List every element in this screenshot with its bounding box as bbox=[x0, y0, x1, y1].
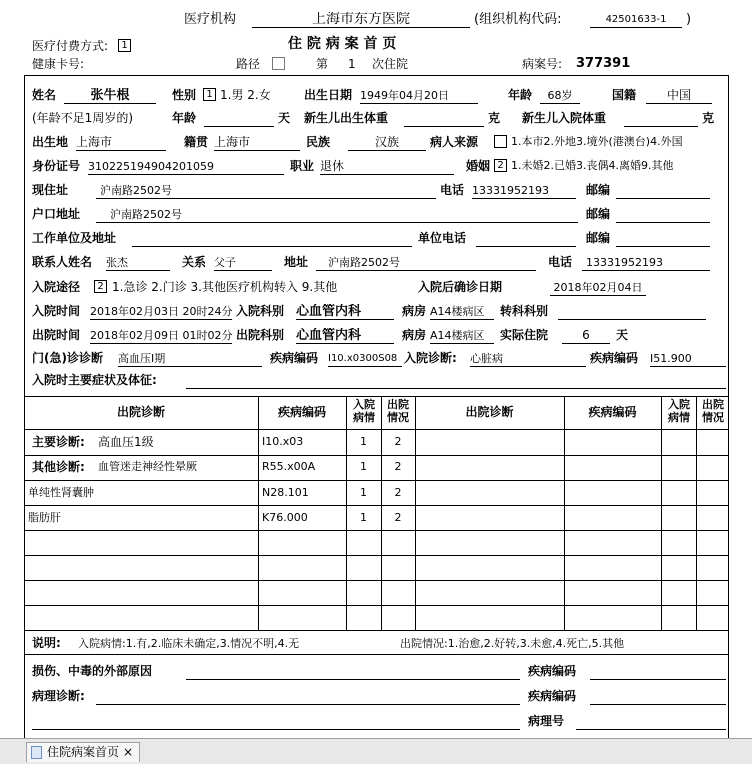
record-no-label: 病案号: bbox=[522, 57, 563, 71]
day-unit: 天 bbox=[278, 111, 291, 125]
outpatient-code-field[interactable]: I10.x0300S08 bbox=[328, 351, 402, 367]
in-cell: 1 bbox=[360, 486, 367, 499]
newborn-weight-field[interactable] bbox=[404, 111, 484, 127]
notes-out: 出院情况:1.治愈,2.好转,3.未愈,4.死亡,5.其他 bbox=[400, 637, 625, 650]
route-label: 入院途径 bbox=[32, 280, 81, 294]
address-label: 现住址 bbox=[32, 183, 69, 197]
zip3-field[interactable] bbox=[616, 231, 710, 247]
admit-dx-label: 入院诊断: bbox=[404, 351, 457, 365]
notes-line bbox=[24, 654, 729, 655]
injury-code-field[interactable] bbox=[590, 664, 726, 680]
row-line bbox=[24, 455, 729, 456]
marriage-box[interactable]: 2 bbox=[494, 159, 507, 172]
record-no: 377391 bbox=[576, 56, 631, 71]
frame-top bbox=[24, 75, 729, 76]
contact-addr-label: 地址 bbox=[284, 255, 309, 269]
discharge-time-field[interactable]: 2018年02月09日 01时02分 bbox=[90, 329, 232, 342]
ward2-label: 病房 bbox=[402, 328, 427, 342]
admit-dx-field[interactable]: 心脏病 bbox=[470, 351, 586, 367]
injury-field[interactable] bbox=[186, 664, 520, 680]
code-cell: R55.x00A bbox=[262, 460, 316, 473]
hukou-field[interactable]: 沪南路2502号 bbox=[96, 207, 578, 223]
name-field[interactable]: 张牛根 bbox=[64, 88, 156, 104]
ethnic-label: 民族 bbox=[306, 135, 331, 149]
tab-bar bbox=[0, 738, 752, 764]
route-box[interactable]: 2 bbox=[94, 280, 107, 293]
main-dx-prefix: 主要诊断: bbox=[32, 435, 85, 449]
patho-field-2[interactable] bbox=[32, 714, 520, 730]
org-code: 42501633-1 bbox=[590, 12, 682, 28]
symptom-label: 入院时主要症状及体征: bbox=[32, 373, 157, 387]
source-box[interactable] bbox=[494, 135, 507, 148]
admit-time-label: 入院时间 bbox=[32, 304, 81, 318]
col-line bbox=[415, 396, 416, 630]
col-header-in-2: 入院病情 bbox=[668, 398, 690, 424]
dx-cell: 血管迷走神经性晕厥 bbox=[98, 460, 197, 473]
job-label: 职业 bbox=[290, 159, 315, 173]
col-line bbox=[661, 396, 662, 630]
dx-code-label: 疾病编码 bbox=[270, 351, 319, 365]
health-card-label: 健康卡号: bbox=[32, 57, 85, 71]
admit-code-field[interactable]: I51.900 bbox=[650, 351, 726, 367]
symptom-field[interactable] bbox=[186, 373, 726, 389]
contact-phone-field[interactable]: 13331952193 bbox=[582, 255, 710, 271]
nation-field[interactable]: 中国 bbox=[646, 88, 712, 104]
ethnic-field[interactable]: 汉族 bbox=[348, 135, 426, 151]
gender-options: 1.男 2.女 bbox=[220, 88, 271, 102]
work-field[interactable] bbox=[132, 231, 412, 247]
out-cell: 2 bbox=[394, 460, 402, 473]
contact-phone-label: 电话 bbox=[548, 255, 573, 269]
close-paren: ) bbox=[686, 12, 692, 27]
code-cell: K76.000 bbox=[262, 511, 308, 524]
col-line bbox=[258, 396, 259, 630]
out-cell: 2 bbox=[394, 435, 402, 448]
gender-box[interactable]: 1 bbox=[203, 88, 216, 101]
name-label: 姓名 bbox=[32, 88, 57, 102]
zip2-label: 邮编 bbox=[586, 207, 611, 221]
injury-label: 损伤、中毒的外部原因 bbox=[32, 664, 153, 678]
ward2-field[interactable]: A14楼病区 bbox=[430, 328, 494, 344]
zip2-field[interactable] bbox=[616, 207, 710, 223]
transfer-field[interactable] bbox=[558, 304, 706, 320]
patho-label: 病理诊断: bbox=[32, 689, 85, 703]
row-line bbox=[24, 505, 729, 506]
other-dx-prefix: 其他诊断: bbox=[32, 460, 85, 474]
contact-label: 联系人姓名 bbox=[32, 255, 93, 269]
patho-no-label: 病理号 bbox=[528, 714, 565, 728]
document-icon bbox=[31, 746, 42, 759]
code-cell: I10.x03 bbox=[262, 435, 304, 448]
zip-field[interactable] bbox=[616, 183, 710, 199]
dx-code2-label: 疾病编码 bbox=[590, 351, 639, 365]
stay-field[interactable]: 6 bbox=[562, 328, 610, 344]
birth-field[interactable]: 1949年04月20日 bbox=[360, 88, 478, 104]
frame-right bbox=[728, 75, 729, 738]
table-header-line bbox=[24, 429, 729, 430]
row-line bbox=[24, 530, 729, 531]
admit-time-field[interactable]: 2018年02月03日 20时24分 bbox=[90, 305, 232, 318]
col-line bbox=[696, 396, 697, 630]
notes-in: 入院病情:1.有,2.临床未确定,3.情况不明,4.无 bbox=[78, 637, 300, 650]
code-label-2: 疾病编码 bbox=[528, 689, 577, 703]
gender-label: 性别 bbox=[172, 88, 197, 102]
nation-label: 国籍 bbox=[612, 88, 637, 102]
code-cell: N28.101 bbox=[262, 486, 309, 499]
birthplace-label: 出生地 bbox=[32, 135, 69, 149]
in-cell: 1 bbox=[360, 460, 367, 473]
tab-record-home[interactable] bbox=[26, 742, 140, 762]
marriage-label: 婚姻 bbox=[466, 159, 491, 173]
age-field[interactable]: 68岁 bbox=[540, 88, 580, 104]
col-header-dx: 出院诊断 bbox=[116, 405, 165, 419]
row-line bbox=[24, 605, 729, 606]
times-prefix: 第 bbox=[316, 57, 329, 71]
phone-field[interactable]: 13331952193 bbox=[472, 183, 576, 199]
contact-addr-field[interactable]: 沪南路2502号 bbox=[316, 255, 536, 271]
phone-label: 电话 bbox=[440, 183, 465, 197]
row-line bbox=[24, 555, 729, 556]
discharge-dept-field[interactable]: 心血管内科 bbox=[296, 328, 394, 344]
job-field[interactable]: 退休 bbox=[320, 159, 454, 175]
hukou-label: 户口地址 bbox=[32, 207, 81, 221]
zip-label: 邮编 bbox=[586, 183, 611, 197]
notes-label: 说明: bbox=[32, 636, 61, 650]
dx-cell: 脂肪肝 bbox=[28, 511, 61, 524]
id-field[interactable]: 310225194904201059 bbox=[88, 159, 284, 175]
infant-age-label: 年龄 bbox=[172, 111, 197, 125]
in-cell: 1 bbox=[360, 435, 367, 448]
times-value: 1 bbox=[348, 57, 356, 71]
col-header-dx-2: 出院诊断 bbox=[465, 405, 514, 419]
work-label: 工作单位及地址 bbox=[32, 231, 117, 245]
route-options: 1.急诊 2.门诊 3.其他医疗机构转入 9.其他 bbox=[112, 280, 338, 294]
newborn-weight-label: 新生儿出生体重 bbox=[304, 111, 389, 125]
confirm-label: 入院后确诊日期 bbox=[418, 280, 503, 294]
org-label: 医疗机构 bbox=[184, 12, 237, 27]
zip3-label: 邮编 bbox=[586, 231, 611, 245]
page-title: 住 院 病 案 首 页 bbox=[288, 36, 397, 52]
col-header-out: 出院情况 bbox=[387, 398, 409, 424]
age-label: 年龄 bbox=[508, 88, 533, 102]
gram-unit-1: 克 bbox=[488, 111, 501, 125]
pathway-checkbox[interactable] bbox=[272, 57, 285, 70]
confirm-date-field[interactable]: 2018年02月04日 bbox=[550, 280, 646, 296]
relation-field[interactable]: 父子 bbox=[214, 255, 272, 271]
patho-no-field[interactable] bbox=[576, 714, 726, 730]
admit-dept-field[interactable]: 心血管内科 bbox=[296, 304, 394, 320]
infant-note: (年龄不足1周岁的) bbox=[32, 111, 133, 125]
table-top-line bbox=[24, 396, 729, 397]
col-header-code-2: 疾病编码 bbox=[588, 405, 637, 419]
newborn-admit-weight-label: 新生儿入院体重 bbox=[522, 111, 607, 125]
payment-label: 医疗付费方式: bbox=[32, 39, 109, 53]
address-field[interactable]: 沪南路2502号 bbox=[96, 183, 436, 199]
ward-label: 病房 bbox=[402, 304, 427, 318]
work-phone-label: 单位电话 bbox=[418, 231, 467, 245]
newborn-admit-weight-field[interactable] bbox=[624, 111, 698, 127]
native-label: 籍贯 bbox=[184, 135, 209, 149]
org-name: 上海市东方医院 bbox=[252, 12, 470, 28]
discharge-time-label: 出院时间 bbox=[32, 328, 81, 342]
tab-label: 住院病案首页 bbox=[47, 745, 120, 759]
org-code-label: (组织机构代码: bbox=[474, 12, 562, 27]
discharge-dept-label: 出院科别 bbox=[236, 328, 285, 342]
stay-label: 实际住院 bbox=[500, 328, 549, 342]
pathway-label: 路径 bbox=[236, 57, 261, 71]
dx-cell: 高血压1级 bbox=[98, 435, 154, 449]
outpatient-dx-field[interactable]: 高血压Ⅰ期 bbox=[118, 351, 262, 367]
in-cell: 1 bbox=[360, 511, 367, 524]
birth-label: 出生日期 bbox=[304, 88, 353, 102]
transfer-label: 转科科别 bbox=[500, 304, 549, 318]
patho-code-field[interactable] bbox=[590, 689, 726, 705]
outpatient-label: 门(急)诊诊断 bbox=[32, 351, 103, 365]
id-label: 身份证号 bbox=[32, 159, 81, 173]
work-phone-field[interactable] bbox=[476, 231, 576, 247]
row-line bbox=[24, 580, 729, 581]
native-field[interactable]: 上海市 bbox=[214, 135, 300, 151]
row-line bbox=[24, 480, 729, 481]
admit-dept-label: 入院科别 bbox=[236, 304, 285, 318]
gram-unit-2: 克 bbox=[702, 111, 715, 125]
out-cell: 2 bbox=[394, 486, 402, 499]
close-icon[interactable]: × bbox=[123, 745, 134, 759]
birthplace-field[interactable]: 上海市 bbox=[76, 135, 166, 151]
relation-label: 关系 bbox=[182, 255, 207, 269]
contact-field[interactable]: 张杰 bbox=[106, 255, 170, 271]
dx-cell: 单纯性肾囊肿 bbox=[28, 486, 94, 499]
infant-age-field[interactable] bbox=[204, 111, 274, 127]
col-line bbox=[564, 396, 565, 630]
stay-unit: 天 bbox=[616, 328, 629, 342]
source-options: 1.本市2.外地3.境外(港澳台)4.外国 bbox=[511, 135, 683, 148]
patho-field[interactable] bbox=[96, 689, 520, 705]
col-header-in: 入院病情 bbox=[353, 398, 375, 424]
payment-box[interactable]: 1 bbox=[118, 39, 131, 52]
ward-field[interactable]: A14楼病区 bbox=[430, 304, 494, 320]
code-label-1: 疾病编码 bbox=[528, 664, 577, 678]
out-cell: 2 bbox=[394, 511, 402, 524]
row-line bbox=[24, 630, 729, 631]
col-header-code: 疾病编码 bbox=[277, 405, 326, 419]
times-suffix: 次住院 bbox=[372, 57, 409, 71]
marriage-options: 1.未婚2.已婚3.丧偶4.离婚9.其他 bbox=[511, 159, 674, 172]
col-header-out-2: 出院情况 bbox=[702, 398, 724, 424]
source-label: 病人来源 bbox=[430, 135, 479, 149]
